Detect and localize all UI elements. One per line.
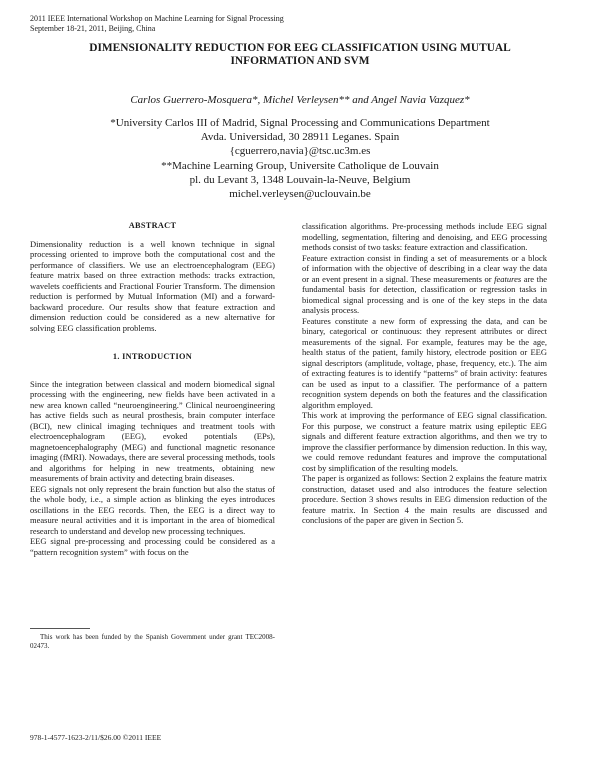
title-line-2: INFORMATION AND SVM: [230, 55, 370, 67]
right-paragraph-5: The paper is organized as follows: Section 2 explains the feature matrix construction, dataset used and also introduces the feature selection procedure. Section 3 shows results in EEG dimension reduction of the feature matrix. In Section 4 the main results are discussed and conclusions of the paper are given in Section 5.: [302, 473, 547, 525]
affiliation-line: pl. du Levant 3, 1348 Louvain-la-Neuve, Belgium: [189, 173, 411, 186]
intro-paragraph-3: EEG signal pre-processing and processing could be considered as a “pattern recognition system” with focus on the: [30, 536, 275, 557]
footnote-text: This work has been funded by the Spanish Government under grant TEC2008-02473.: [30, 633, 275, 650]
paragraph-text: are the fundamental basis for detection, classification or regression tasks in biomedical signal processing and is one of the key steps in the data analysis process.: [302, 273, 547, 315]
italic-term: features: [494, 273, 522, 284]
abstract-text: Dimensionality reduction is a well known technique in signal processing oriented to improve both the computational cost and the performance of classifiers. We use an electroencephalogram (EEG) feature matrix based on three extraction methods: tracks extraction, wavelets coefficients and Fractional Fourier Transform. The dimension reduction is performed by Mutual Information (MI) and a forward-backward procedure. Our results show that feature extraction and dimension reduction could be considered as a new alternative for solving EEG classification problems.: [30, 238, 275, 333]
right-paragraph-4: This work at improving the performance of EEG signal classification. For this purpose, we construct a feature matrix using epileptic EEG signals and different feature extraction algorithms, and then we try to improve the classifier performance by dimension reduction. In this way, we could remove redundant features and improve the computational cost by simplification of the resulting models.: [302, 410, 547, 473]
introduction-heading: 1. INTRODUCTION: [112, 352, 193, 361]
right-paragraph-1: classification algorithms. Pre-processing methods include EEG signal modelling, segmentation, filtering and denoising, and EEG processing methods consist of two tasks: feature extraction and classification.: [302, 221, 547, 252]
affiliation-line: Avda. Universidad, 30 28911 Leganes. Spain: [200, 131, 400, 144]
affiliation-line: **Machine Learning Group, Universite Catholique de Louvain: [161, 159, 439, 172]
conference-name: 2011 IEEE International Workshop on Machine Learning for Signal Processing: [30, 14, 284, 23]
right-paragraph-2: [302, 253, 547, 316]
copyright-line: 978-1-4577-1623-2/11/$26.00 ©2011 IEEE: [30, 733, 162, 742]
footnote-divider: [30, 628, 90, 629]
paper-authors: Carlos Guerrero-Mosquera*, Michel Verleysen** and Angel Navia Vazquez*: [130, 94, 470, 106]
conference-header: [30, 14, 284, 34]
affiliations: [40, 116, 560, 201]
intro-paragraph-1: Since the integration between classical and modern biomedical signal processing with the engineering, new fields have been activated in a new area known called “neuroengineering.” Clinical neuroengineering has active fields such as neural prosthesis, brain computer interface (BCI), new clinical imaging techniques and treatment tools with electroencephalogram (EEG), evoked potentials (EPs), magnetoencephalography (MEG) and functional magnetic resonance imaging (fMRI). Nowadays, there are several processing methods, tools and algorithms for helping in new treatments, obtaining new measurements of brain activity and detecting brain diseases.: [30, 378, 275, 483]
affiliation-line: *University Carlos III of Madrid, Signal Processing and Communications Department: [110, 117, 490, 129]
affiliation-email: michel.verleysen@uclouvain.be: [229, 188, 371, 201]
intro-paragraph-2: EEG signals not only represent the brain function but also the status of the whole body, i.e., a simple action as blinking the eyes introduces oscillations in the EEG records. Then, the EEG is a direct way to measure neural activities and it is important in the area of biomedical research to understand and develop new processing techniques.: [30, 483, 275, 536]
funding-footnote: [30, 633, 275, 651]
paper-title: [40, 42, 560, 68]
paragraph-text: Feature extraction consist in finding a set of measurements or a block of information with the objective of describing in a clear way the data or an event present in a signal. These measurements or: [302, 252, 547, 284]
abstract-heading: ABSTRACT: [128, 221, 177, 230]
left-column: [30, 221, 275, 557]
right-column: [302, 221, 547, 526]
conference-location: September 18-21, 2011, Beijing, China: [30, 24, 156, 33]
right-paragraph-3: Features constitute a new form of expressing the data, and can be binary, categorical or continuous: they represent attributes or direct measurements of the signal. For example, features may be the age, health status of the patient, family history, electrode position or EEG signal descriptors (amplitude, voltage, phase, frequency, etc.). The aim of extracting features is to identify “patterns” of brain activity: features can be used as input to a classifier. The performance of a pattern recognition system depends on both the features and the classification algorithm employed.: [302, 315, 547, 410]
title-line-1: DIMENSIONALITY REDUCTION FOR EEG CLASSIFICATION USING MUTUAL: [89, 42, 511, 54]
affiliation-email: {cguerrero,navia}@tsc.uc3m.es: [229, 145, 371, 158]
